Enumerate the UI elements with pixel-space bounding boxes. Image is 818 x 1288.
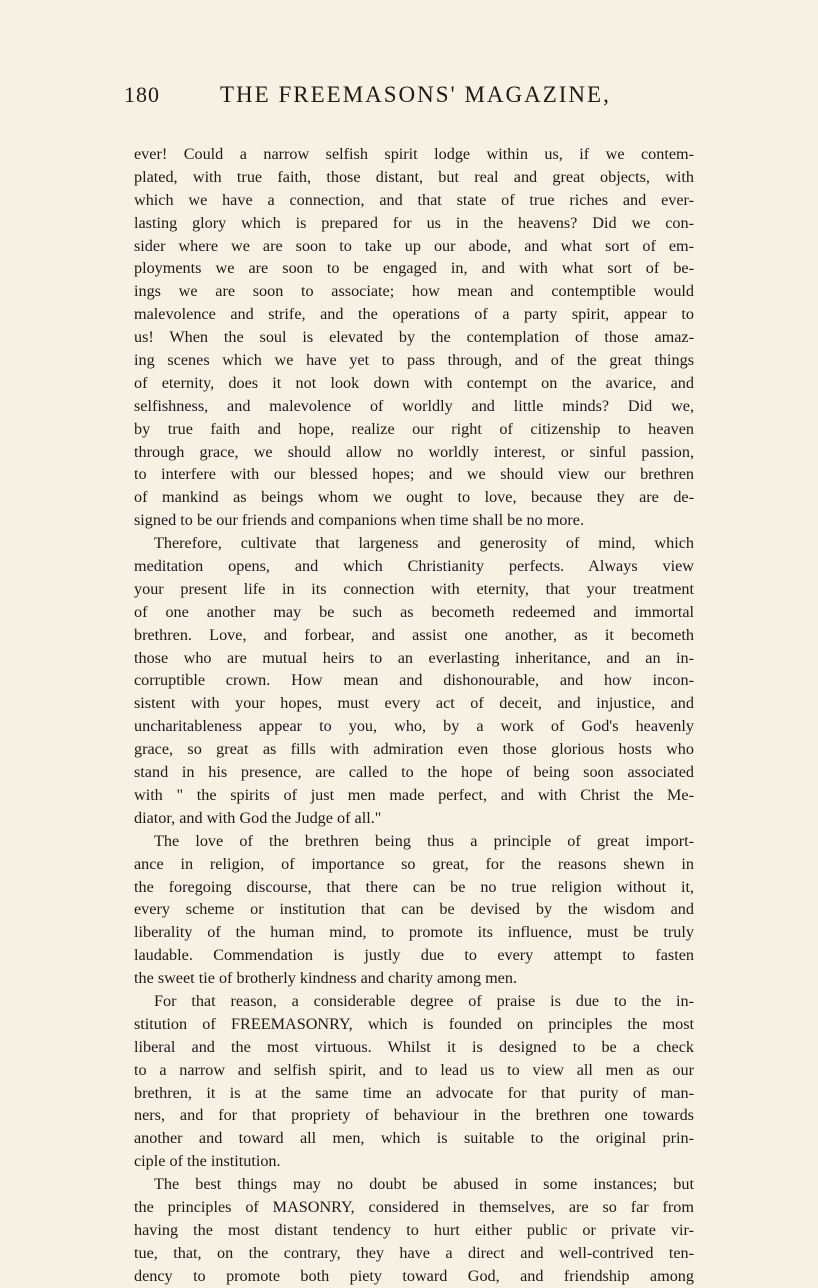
text-line: with " the spirits of just men made perfect, and with Christ the Me- [134, 785, 694, 804]
text-line: having the most distant tendency to hurt either public or private vir- [134, 1220, 694, 1239]
text-line: ever! Could a narrow selfish spirit lodge within us, if we contem- [134, 145, 694, 163]
text-line: the sweet tie of brotherly kindness and charity among men. [134, 969, 517, 988]
text-line: ance in religion, of importance so great, for the reasons shewn in [134, 854, 694, 873]
page-title: THE FREEMASONS' MAGAZINE, [220, 82, 611, 107]
text-line: sider where we are soon to take up our abode, and what sort of em- [134, 236, 694, 255]
text-line: stitution of FREEMASONRY, which is founded on principles the most [134, 1014, 694, 1033]
text-line: ing scenes which we have yet to pass through, and of the great things [134, 351, 694, 370]
text-line: brethren. Love, and forbear, and assist one another, as it becometh [134, 625, 694, 644]
text-line: ings we are soon to associate; how mean and contemptible would [134, 282, 694, 301]
text-line: ployments we are soon to be engaged in, and with what sort of be- [134, 259, 694, 278]
text-line: through grace, we should allow no worldly interest, or sinful passion, [134, 442, 694, 461]
text-line: sistent with your hopes, must every act of deceit, and injustice, and [134, 694, 694, 713]
text-line: by true faith and hope, realize our right of citizenship to heaven [134, 419, 694, 438]
text-line: brethren, it is at the same time an advocate for that purity of man- [134, 1083, 694, 1102]
text-line: to a narrow and selfish spirit, and to lead us to view all men as our [134, 1060, 694, 1079]
text-line: corruptible crown. How mean and dishonourable, and how incon- [134, 671, 694, 690]
text-line: another and toward all men, which is suitable to the original prin- [134, 1129, 694, 1148]
text-line: liberal and the most virtuous. Whilst it is designed to be a check [134, 1037, 694, 1056]
text-line: The love of the brethren being thus a principle of great import- [154, 831, 694, 850]
text-line: stand in his presence, are called to the hope of being soon associated [134, 763, 694, 782]
text-line: the principles of MASONRY, considered in themselves, are so far from [134, 1197, 694, 1216]
text-line: selfishness, and malevolence of worldly and little minds? Did we, [134, 396, 694, 415]
text-line: grace, so great as fills with admiration even those glorious hosts who [134, 740, 694, 759]
text-line: Therefore, cultivate that largeness and generosity of mind, which [154, 534, 694, 553]
text-line: your present life in its connection with eternity, that your treatment [134, 579, 694, 598]
text-line: malevolence and strife, and the operations of a party spirit, appear to [134, 305, 694, 324]
text-line: ners, and for that propriety of behaviour in the brethren one towards [134, 1106, 694, 1125]
text-line: meditation opens, and which Christianity perfects. Always view [134, 557, 694, 576]
text-line: The best things may no doubt be abused in some instances; but [154, 1175, 694, 1194]
page-number: 180 [124, 82, 160, 107]
text-line: signed to be our friends and companions when time shall be no more. [134, 511, 585, 530]
text-line: of mankind as beings whom we ought to love, because they are de- [134, 488, 694, 507]
text-line: lasting glory which is prepared for us in the heavens? Did we con- [134, 213, 694, 232]
text-line: ciple of the institution. [134, 1152, 281, 1171]
text-line: to interfere with our blessed hopes; and we should view our brethren [134, 465, 694, 484]
text-line: dency to promote both piety toward God, and friendship among [134, 1266, 694, 1285]
text-line: laudable. Commendation is justly due to every attempt to fasten [134, 946, 694, 965]
text-line: every scheme or institution that can be devised by the wisdom and [134, 900, 694, 919]
text-line: tue, that, on the contrary, they have a direct and well-contrived ten- [134, 1243, 694, 1262]
text-line: diator, and with God the Judge of all." [134, 808, 382, 827]
text-line: of one another may be such as becometh redeemed and immortal [134, 602, 694, 621]
running-head [124, 82, 684, 116]
body-text [134, 143, 694, 1288]
text-line: uncharitableness appear to you, who, by a work of God's heavenly [134, 717, 694, 736]
text-line: liberality of the human mind, to promote its influence, must be truly [134, 923, 694, 942]
text-line: those who are mutual heirs to an everlasting inheritance, and an in- [134, 648, 694, 667]
text-line: For that reason, a considerable degree of praise is due to the in- [154, 991, 694, 1010]
text-line: the foregoing discourse, that there can be no true religion without it, [134, 877, 694, 896]
text-line: which we have a connection, and that state of true riches and ever- [134, 190, 694, 209]
text-line: plated, with true faith, those distant, but real and great objects, with [134, 167, 694, 186]
text-line: of eternity, does it not look down with contempt on the avarice, and [134, 373, 694, 392]
text-line: us! When the soul is elevated by the contemplation of those amaz- [134, 328, 694, 347]
